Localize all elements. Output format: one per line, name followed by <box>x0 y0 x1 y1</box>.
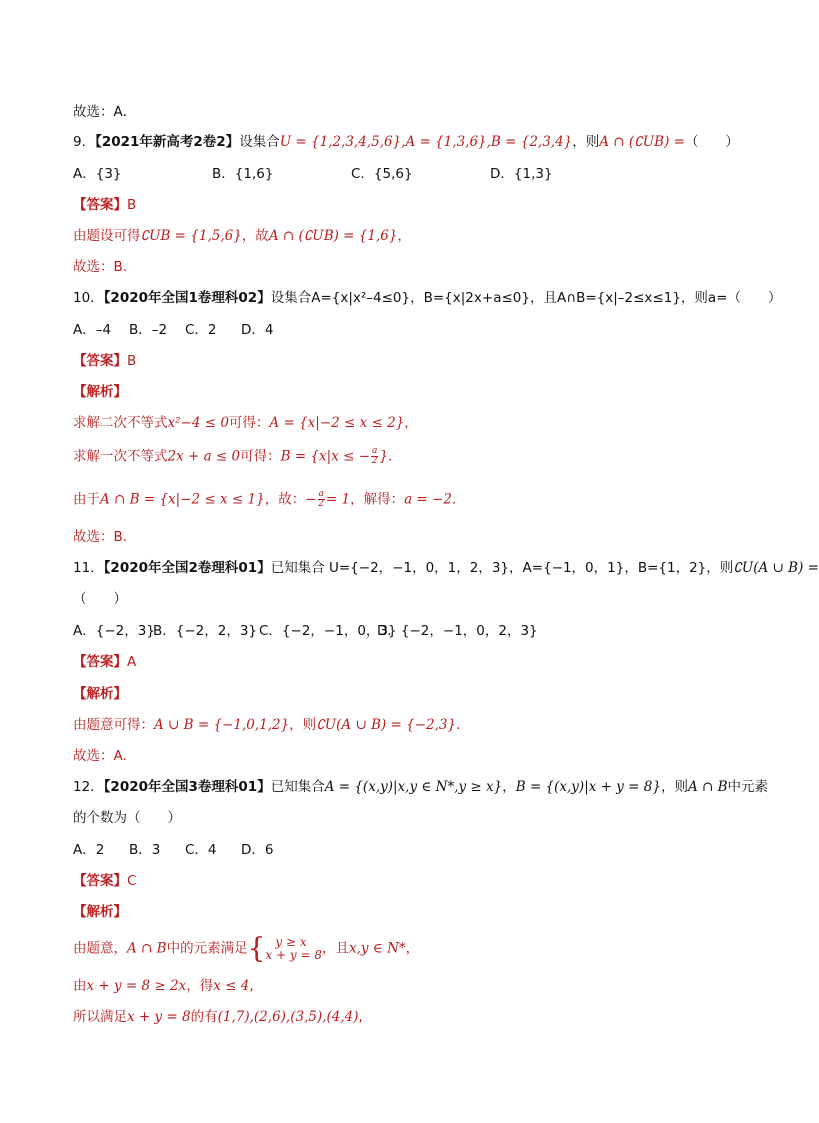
stem-math: A = {(x,y)|x,y ∈ N*,y ≥ x} <box>324 779 503 795</box>
stem-text: （ ） <box>73 591 127 607</box>
q10-stem <box>73 289 782 307</box>
stem-text: 已知集合 U={−2，−1，0，1，2，3}，A={−1，0，1}，B={1，2}，则 <box>270 560 734 576</box>
option-b: B．3 <box>129 842 161 858</box>
analysis-text: ， <box>397 228 411 244</box>
analysis-math: x ≤ 4 <box>213 978 250 994</box>
question-number: 12． <box>73 779 104 795</box>
option-d: D．6 <box>241 842 274 858</box>
option-c: C．{−2，−1，0，3} <box>259 623 397 639</box>
analysis-text: ， <box>405 940 420 957</box>
q9-analysis <box>73 227 734 245</box>
system-row: x + y = 8 <box>265 947 322 962</box>
option-b: B．–2 <box>129 322 168 338</box>
question-number: 10． <box>73 290 104 306</box>
q10-analysis-tag <box>73 383 734 401</box>
analysis-math: ∁UB = {1,5,6} <box>140 228 242 244</box>
analysis-text: 由题意， <box>73 940 127 957</box>
q9-stem <box>73 133 739 151</box>
analysis-math: B = {x|x ≤ − <box>280 448 371 465</box>
stem-text: ，则 <box>572 134 600 150</box>
stem-text: 中元素 <box>727 779 769 795</box>
q9-answer <box>73 196 734 214</box>
q11-analysis-line-1 <box>73 716 734 734</box>
q10-options <box>73 321 734 339</box>
option-b: B．{−2，2，3} <box>153 623 258 639</box>
q12-analysis-line-3 <box>73 1008 734 1026</box>
stem-text: 设集合 <box>239 134 280 150</box>
analysis-text: 求解二次不等式 <box>73 415 168 431</box>
option-a: A．2 <box>73 842 105 858</box>
analysis-text: , <box>249 978 254 994</box>
q10-analysis-line-1 <box>73 414 734 432</box>
analysis-math: x + y = 8 ≥ 2x <box>86 978 187 994</box>
stem-text: 的个数为（ ） <box>73 810 181 826</box>
q9-options <box>73 165 734 183</box>
stem-math: A ∩ (∁UB) = <box>599 134 685 150</box>
answer-tag: 【答案】 <box>73 873 127 889</box>
analysis-math: (1,7),(2,6),(3,5),(4,4) <box>217 1009 359 1025</box>
analysis-math: }. <box>379 448 393 465</box>
q11-answer <box>73 653 734 671</box>
answer-value: B <box>127 353 137 369</box>
analysis-tag: 【解析】 <box>73 904 127 920</box>
analysis-tag: 【解析】 <box>73 384 127 400</box>
stem-math: ∁U(A ∪ B) = <box>733 560 819 576</box>
q11-stem <box>73 559 819 577</box>
intro-conclusion <box>73 103 734 121</box>
question-number: 11． <box>73 560 104 576</box>
analysis-text: . <box>451 491 457 508</box>
stem-text: ， <box>502 779 516 795</box>
answer-value: B <box>127 197 137 213</box>
stem-math: B = {(x,y)|x + y = 8} <box>515 779 661 795</box>
q12-answer <box>73 872 734 890</box>
analysis-text: ，解得： <box>350 491 405 508</box>
analysis-math: A ∩ B = {x|−2 ≤ x ≤ 1} <box>100 491 265 508</box>
analysis-text: 由 <box>73 978 87 994</box>
option-c: C．2 <box>185 322 217 338</box>
analysis-text: ，则 <box>289 717 317 733</box>
analysis-text: 可得： <box>228 415 270 431</box>
stem-text: 设集合A={x|x²–4≤0}，B={x|2x+a≤0}，且A∩B={x|–2≤x≤1}，则a=（ ） <box>270 290 782 306</box>
equation-system <box>247 931 322 965</box>
q10-conclusion <box>73 528 734 546</box>
option-d: D．4 <box>241 322 274 338</box>
system-rows <box>265 936 322 962</box>
analysis-math: x²−4 ≤ 0 <box>167 415 229 431</box>
q11-options <box>73 622 734 640</box>
option-c: C．{5,6} <box>351 166 413 182</box>
q10-answer <box>73 352 734 370</box>
q10-analysis-line-2 <box>73 447 734 466</box>
answer-value: C <box>127 873 137 889</box>
option-d: D．{1,3} <box>490 166 553 182</box>
analysis-math: ∁U(A ∪ B) = {−2,3} <box>316 717 457 733</box>
option-c: C．4 <box>185 842 217 858</box>
question-source: 【2020年全国3卷理科01】 <box>103 779 271 795</box>
answer-tag: 【答案】 <box>73 197 127 213</box>
conclusion-text: 故选：A． <box>73 104 137 120</box>
stem-math: A ∩ B <box>687 779 728 795</box>
analysis-tag: 【解析】 <box>73 686 127 702</box>
conclusion-text: 故选：B. <box>73 259 128 275</box>
fraction <box>371 447 378 466</box>
question-number: 9． <box>73 134 96 150</box>
analysis-math: A ∩ (∁UB) = {1,6} <box>268 228 398 244</box>
analysis-text: ，故： <box>264 491 306 508</box>
question-source: 【2020年全国1卷理科02】 <box>103 290 271 306</box>
analysis-math: A ∩ B <box>127 940 167 957</box>
analysis-text: ， <box>404 415 418 431</box>
fraction-denominator: 2 <box>371 456 378 466</box>
analysis-math: − <box>305 491 317 508</box>
analysis-text: 求解一次不等式 <box>73 448 168 465</box>
stem-text: ，则 <box>660 779 688 795</box>
stem-text: （ ） <box>684 134 739 150</box>
system-row: y ≥ x <box>275 934 307 949</box>
analysis-text: 所以满足 <box>73 1009 127 1025</box>
analysis-text: 由题设可得 <box>73 228 141 244</box>
option-a: A．–4 <box>73 322 112 338</box>
analysis-text: , <box>358 1009 363 1025</box>
analysis-text: ，得 <box>186 978 214 994</box>
analysis-text: 的有 <box>190 1009 218 1025</box>
conclusion-text: 故选：A. <box>73 748 127 764</box>
analysis-text: 中的元素满足 <box>166 940 248 957</box>
q11-conclusion <box>73 747 734 765</box>
q10-analysis-line-3 <box>73 490 734 509</box>
fraction-numerator: a <box>318 489 324 499</box>
option-a: A．{−2，3} <box>73 623 155 639</box>
analysis-text: ，故 <box>241 228 269 244</box>
answer-value: A <box>127 654 137 670</box>
q12-analysis-tag <box>73 903 734 921</box>
fraction-numerator: a <box>372 446 378 456</box>
option-a: A．{3} <box>73 166 122 182</box>
q12-options <box>73 841 734 859</box>
analysis-text: . <box>456 717 461 733</box>
option-b: B．{1,6} <box>212 166 274 182</box>
conclusion-text: 故选：B. <box>73 529 128 545</box>
question-source: 【2021年新高考2卷2】 <box>95 134 240 150</box>
analysis-math: = 1 <box>325 491 351 508</box>
q12-stem <box>73 778 769 796</box>
fraction <box>318 490 325 509</box>
analysis-math: x + y = 8 <box>127 1009 191 1025</box>
analysis-text: 由于 <box>73 491 100 508</box>
analysis-math: A = {x|−2 ≤ x ≤ 2} <box>269 415 405 431</box>
q11-analysis-tag <box>73 685 734 703</box>
q12-analysis-line-2 <box>73 977 734 995</box>
answer-tag: 【答案】 <box>73 353 127 369</box>
answer-tag: 【答案】 <box>73 654 127 670</box>
stem-math: U = {1,2,3,4,5,6},A = {1,3,6},B = {2,3,4} <box>279 134 573 150</box>
q12-analysis-line-1 <box>73 931 734 965</box>
q11-stem-cont <box>73 590 734 608</box>
analysis-text: 由题意可得： <box>73 717 154 733</box>
analysis-math: A ∪ B = {−1,0,1,2} <box>154 717 290 733</box>
option-d: D．{−2，−1，0，2，3} <box>377 623 538 639</box>
fraction-denominator: 2 <box>318 499 325 509</box>
question-source: 【2020年全国2卷理科01】 <box>103 560 271 576</box>
analysis-text: ，且 <box>321 940 349 957</box>
q12-stem-cont <box>73 809 734 827</box>
analysis-math: x,y ∈ N* <box>348 940 406 957</box>
analysis-math: 2x + a ≤ 0 <box>167 448 241 465</box>
analysis-text: 可得： <box>240 448 281 465</box>
q9-conclusion <box>73 258 734 276</box>
analysis-math: a = −2 <box>404 491 452 508</box>
left-brace-icon: { <box>247 931 266 965</box>
stem-text: 已知集合 <box>270 779 325 795</box>
